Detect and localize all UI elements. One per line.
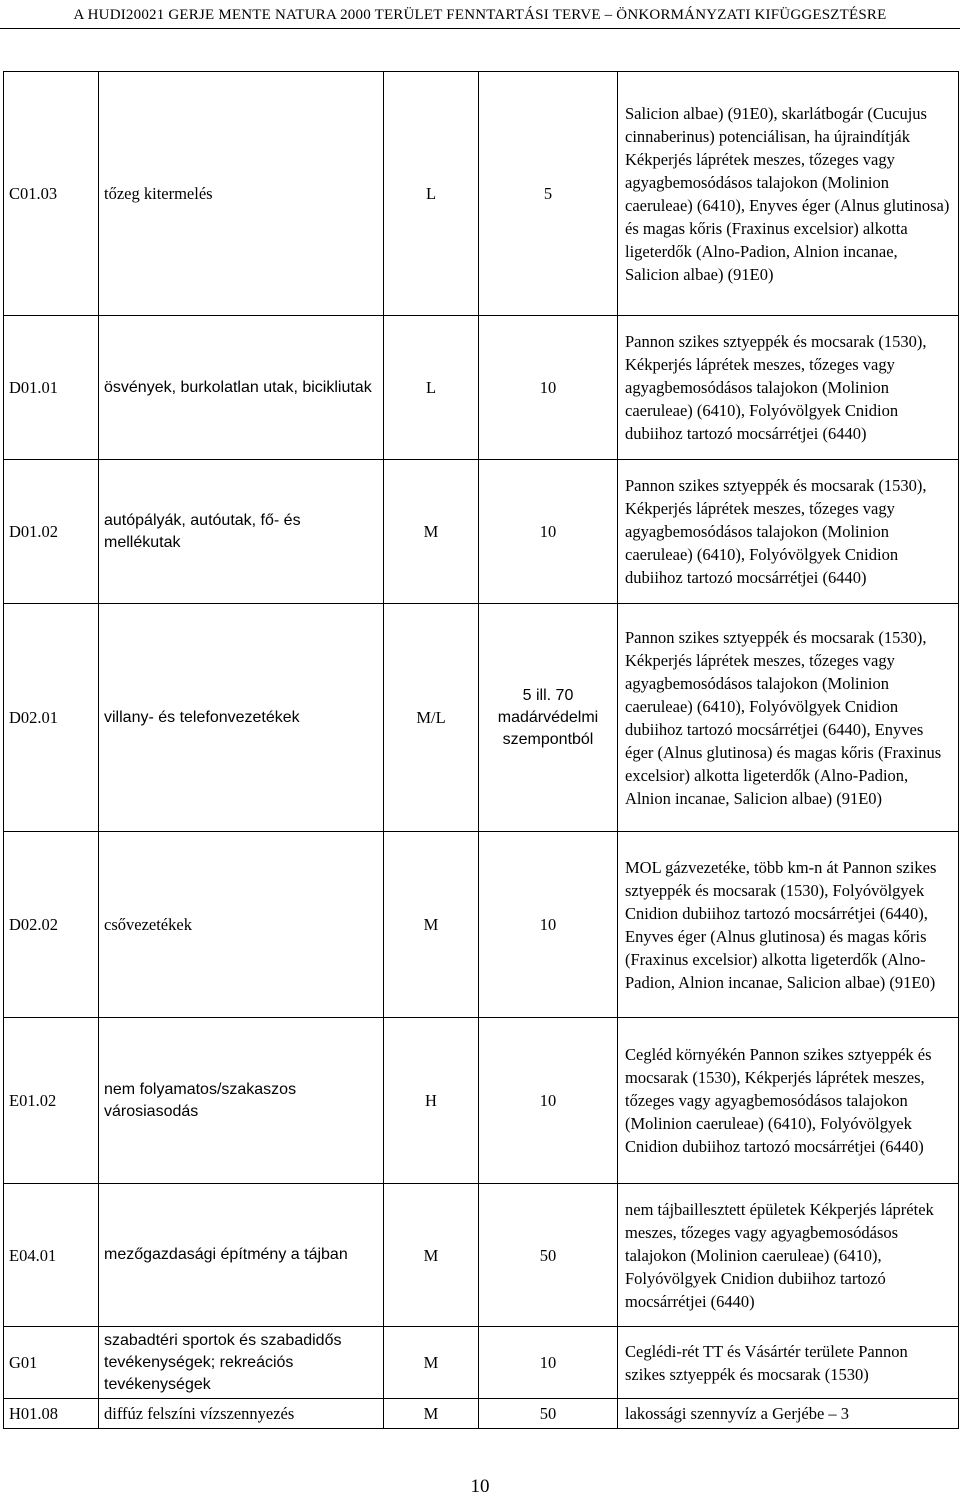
threat-value: 5 ill. 70 madárvédelmi szempontból [479, 604, 618, 832]
table-row [4, 460, 959, 604]
table-row [4, 1018, 959, 1184]
threat-code: C01.03 [4, 72, 99, 316]
threat-name: szabadtéri sportok és szabadidős tevékenységek; rekreációs tevékenységek [99, 1327, 384, 1399]
threat-description: nem tájbaillesztett épületek Kékperjés láprétek meszes, tőzeges vagy agyagbemosódásos talajokon (Molinion caeruleae) (6410), Folyóvölgyek Cnidion dubiihoz tartozó mocsárrétjei (6440) [618, 1184, 959, 1327]
table-row [4, 1327, 959, 1399]
threat-code: D01.02 [4, 460, 99, 604]
threat-value: 10 [479, 1018, 618, 1184]
threat-code: H01.08 [4, 1399, 99, 1429]
threat-level: M [384, 1399, 479, 1429]
threat-code: G01 [4, 1327, 99, 1399]
threat-code: E01.02 [4, 1018, 99, 1184]
page-header: A HUDI20021 GERJE MENTE NATURA 2000 TERÜLET FENNTARTÁSI TERVE – ÖNKORMÁNYZATI KIFÜGGESZTÉSRE [73, 7, 887, 23]
threat-level: L [384, 72, 479, 316]
threat-value: 10 [479, 1327, 618, 1399]
threat-value: 10 [479, 832, 618, 1018]
threat-level: M [384, 832, 479, 1018]
threat-description: Ceglédi-rét TT és Vásártér területe Pannon szikes sztyeppék és mocsarak (1530) [618, 1327, 959, 1399]
table-row [4, 832, 959, 1018]
threat-code: E04.01 [4, 1184, 99, 1327]
threat-description: MOL gázvezetéke, több km-n át Pannon szikes sztyeppék és mocsarak (1530), Folyóvölgyek Cnidion dubiihoz tartozó mocsárrétjei (6440), Enyves éger (Alnus glutinosa) és magas kőris (Fraxinus excelsior) alkotta ligeterdők (Alno-Padion, Alnion incanae, Salicion albae) (91E0) [618, 832, 959, 1018]
threat-code: D02.01 [4, 604, 99, 832]
threat-level: M/L [384, 604, 479, 832]
threat-level: M [384, 1327, 479, 1399]
threat-value: 5 [479, 72, 618, 316]
threat-name: mezőgazdasági építmény a tájban [99, 1184, 384, 1327]
threat-value: 10 [479, 460, 618, 604]
threat-value: 50 [479, 1399, 618, 1429]
threat-level: L [384, 316, 479, 460]
threat-description: Pannon szikes sztyeppék és mocsarak (1530), Kékperjés láprétek meszes, tőzeges vagy agyagbemosódásos talajokon (Molinion caeruleae) (6410), Folyóvölgyek Cnidion dubiihoz tartozó mocsárrétjei (6440) [618, 460, 959, 604]
threat-value: 10 [479, 316, 618, 460]
threat-name: ösvények, burkolatlan utak, bicikliutak [99, 316, 384, 460]
table-row [4, 316, 959, 460]
threat-code: D01.01 [4, 316, 99, 460]
threat-name: diffúz felszíni vízszennyezés [99, 1399, 384, 1429]
threat-description: lakossági szennyvíz a Gerjébe – 3 [618, 1399, 959, 1429]
table-row [4, 72, 959, 316]
threat-name: nem folyamatos/szakaszos városiasodás [99, 1018, 384, 1184]
threat-level: M [384, 1184, 479, 1327]
threat-description: Pannon szikes sztyeppék és mocsarak (1530), Kékperjés láprétek meszes, tőzeges vagy agyagbemosódásos talajokon (Molinion caeruleae) (6410), Folyóvölgyek Cnidion dubiihoz tartozó mocsárrétjei (6440) [618, 316, 959, 460]
table-row [4, 1184, 959, 1327]
threat-name: tőzeg kitermelés [99, 72, 384, 316]
threat-level: M [384, 460, 479, 604]
page-number: 10 [470, 1476, 490, 1497]
table-row [4, 604, 959, 832]
threat-description: Cegléd környékén Pannon szikes sztyeppék és mocsarak (1530), Kékperjés láprétek meszes, tőzeges vagy agyagbemosódásos talajokon (Molinion caeruleae) (6410), Folyóvölgyek Cnidion dubiihoz tartozó mocsárrétjei (6440) [618, 1018, 959, 1184]
threat-code: D02.02 [4, 832, 99, 1018]
threat-name: villany- és telefonvezetékek [99, 604, 384, 832]
table-row [4, 1399, 959, 1429]
threat-description: Salicion albae) (91E0), skarlátbogár (Cucujus cinnaberinus) potenciálisan, ha újraindítják Kékperjés láprétek meszes, tőzeges vagy agyagbemosódásos talajokon (Molinion caeruleae) (6410), Enyves éger (Alnus glutinosa) és magas kőris (Fraxinus excelsior) alkotta ligeterdők (Alno-Padion, Alnion incanae, Salicion albae) (91E0) [618, 72, 959, 316]
threat-description: Pannon szikes sztyeppék és mocsarak (1530), Kékperjés láprétek meszes, tőzeges vagy agyagbemosódásos talajokon (Molinion caeruleae) (6410), Folyóvölgyek Cnidion dubiihoz tartozó mocsárrétjei (6440), Enyves éger (Alnus glutinosa) és magas kőris (Fraxinus excelsior) alkotta ligeterdők (Alno-Padion, Alnion incanae, Salicion albae) (91E0) [618, 604, 959, 832]
threat-level: H [384, 1018, 479, 1184]
header-rule [0, 28, 960, 29]
threats-table [3, 71, 959, 1429]
threat-name: autópályák, autóutak, fő- és mellékutak [99, 460, 384, 604]
threat-name: csővezetékek [99, 832, 384, 1018]
threat-value: 50 [479, 1184, 618, 1327]
